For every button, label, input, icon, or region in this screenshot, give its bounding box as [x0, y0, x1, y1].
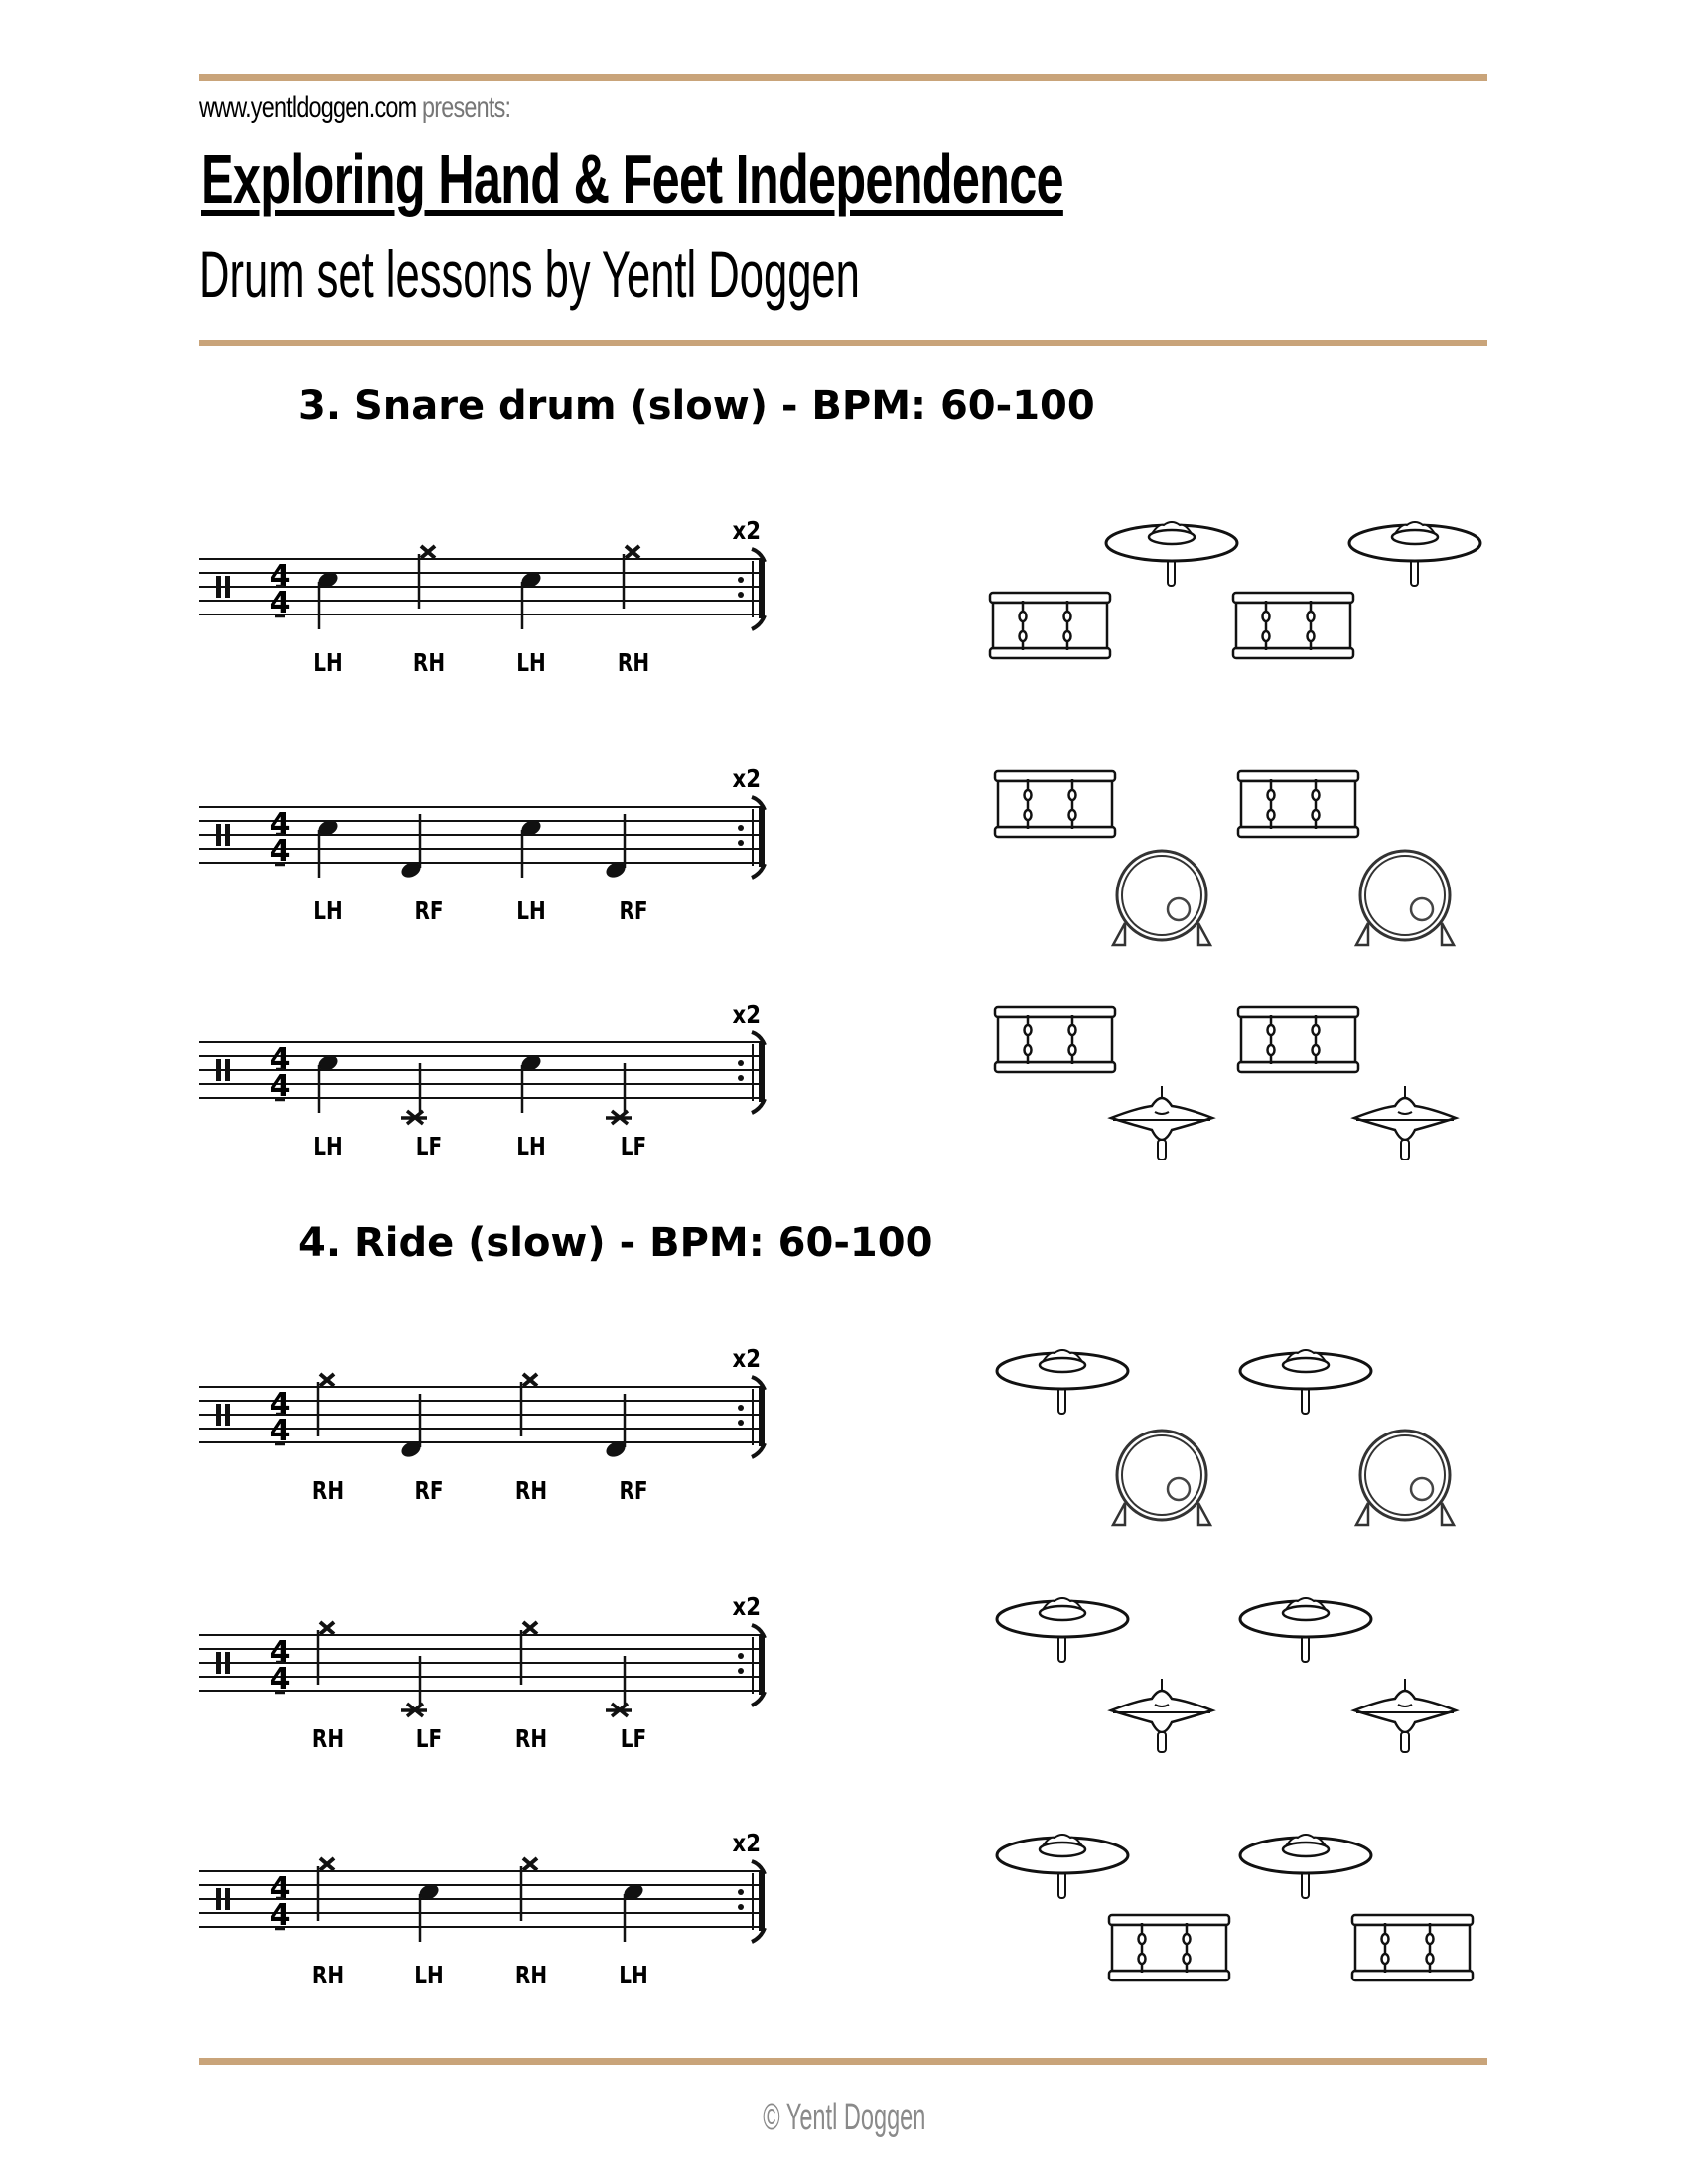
- ride-icon: [993, 1349, 1132, 1423]
- limb-label: LF: [620, 1132, 647, 1160]
- page-title: Exploring Hand & Feet Independence: [201, 140, 1063, 217]
- limb-label: LH: [516, 1132, 546, 1160]
- drum-staff: [199, 754, 774, 953]
- ride-icon: [1236, 1834, 1375, 1907]
- repeat-count: x2: [732, 1344, 762, 1373]
- limb-label: RF: [619, 1476, 648, 1505]
- hi-hat-icon: [1107, 1677, 1216, 1760]
- svg-text:4: 4: [269, 1069, 291, 1104]
- limb-label: RF: [414, 896, 444, 925]
- svg-text:4: 4: [269, 1042, 291, 1077]
- limb-label: RH: [514, 1724, 548, 1753]
- limb-label: LH: [619, 1961, 648, 1989]
- footer-copyright: © Yentl Doggen: [762, 2097, 926, 2138]
- crash-icon: [1345, 521, 1484, 595]
- ride-icon: [1236, 1349, 1375, 1423]
- section-heading-ride: 4. Ride (slow) - BPM: 60-100: [298, 1220, 933, 1266]
- limb-label: LH: [414, 1961, 444, 1989]
- limb-label: LH: [313, 1132, 343, 1160]
- limb-label: RH: [514, 1476, 548, 1505]
- svg-text:4: 4: [269, 1387, 291, 1422]
- exercise-3-2: [199, 754, 1489, 953]
- bass-drum-icon: [1107, 844, 1216, 957]
- site-url[interactable]: www.yentldoggen.com: [199, 91, 417, 124]
- snare-icon: [1350, 1913, 1475, 1986]
- svg-text:4: 4: [269, 1662, 291, 1697]
- repeat-count: x2: [732, 1000, 762, 1028]
- snare-icon: [993, 769, 1117, 843]
- exercise-3-3: [199, 990, 1489, 1188]
- header-rule-top: [199, 74, 1487, 81]
- drum-staff: [199, 1582, 774, 1781]
- hi-hat-icon: [1350, 1677, 1460, 1760]
- svg-text:4: 4: [269, 1898, 291, 1933]
- snare-icon: [1236, 769, 1360, 843]
- footer-rule: [199, 2058, 1487, 2065]
- limb-label: LH: [313, 648, 343, 677]
- hi-hat-icon: [1350, 1084, 1460, 1167]
- repeat-count: x2: [732, 1592, 762, 1621]
- crash-icon: [1102, 521, 1241, 595]
- limb-label: LH: [516, 648, 546, 677]
- limb-label: LF: [415, 1724, 443, 1753]
- drum-staff: [199, 1819, 774, 2017]
- bass-drum-icon: [1350, 844, 1460, 957]
- svg-text:4: 4: [269, 586, 291, 620]
- bass-drum-icon: [1350, 1424, 1460, 1537]
- limb-label: LH: [313, 896, 343, 925]
- limb-label: RF: [619, 896, 648, 925]
- limb-label: RH: [311, 1961, 345, 1989]
- site-credit: [199, 91, 510, 125]
- snare-icon: [1107, 1913, 1231, 1986]
- snare-icon: [988, 591, 1112, 664]
- repeat-count: x2: [732, 1829, 762, 1857]
- limb-label: RH: [311, 1724, 345, 1753]
- ride-icon: [1236, 1597, 1375, 1671]
- page-subtitle: Drum set lessons by Yentl Doggen: [199, 237, 860, 311]
- limb-label: RF: [414, 1476, 444, 1505]
- repeat-count: x2: [732, 516, 762, 545]
- snare-icon: [993, 1005, 1117, 1078]
- ride-icon: [993, 1834, 1132, 1907]
- exercise-3-1: [199, 506, 1489, 705]
- bass-drum-icon: [1107, 1424, 1216, 1537]
- svg-text:4: 4: [269, 1635, 291, 1670]
- snare-icon: [1231, 591, 1355, 664]
- snare-icon: [1236, 1005, 1360, 1078]
- limb-label: LF: [620, 1724, 647, 1753]
- drum-staff: [199, 1334, 774, 1533]
- svg-text:4: 4: [269, 1414, 291, 1448]
- svg-text:4: 4: [269, 834, 291, 869]
- drum-staff: [199, 990, 774, 1188]
- hi-hat-icon: [1107, 1084, 1216, 1167]
- svg-text:4: 4: [269, 559, 291, 594]
- drum-staff: [199, 506, 774, 705]
- section-heading-snare: 3. Snare drum (slow) - BPM: 60-100: [298, 383, 1095, 429]
- presents-text: presents:: [416, 91, 511, 124]
- svg-text:4: 4: [269, 807, 291, 842]
- limb-label: RH: [311, 1476, 345, 1505]
- limb-label: RH: [514, 1961, 548, 1989]
- limb-label: RH: [412, 648, 446, 677]
- header-rule-bottom: [199, 340, 1487, 346]
- repeat-count: x2: [732, 764, 762, 793]
- exercise-4-1: [199, 1334, 1489, 1533]
- limb-label: RH: [617, 648, 650, 677]
- limb-label: LH: [516, 896, 546, 925]
- exercise-4-2: [199, 1582, 1489, 1781]
- ride-icon: [993, 1597, 1132, 1671]
- limb-label: LF: [415, 1132, 443, 1160]
- svg-text:4: 4: [269, 1871, 291, 1906]
- exercise-4-3: [199, 1819, 1489, 2017]
